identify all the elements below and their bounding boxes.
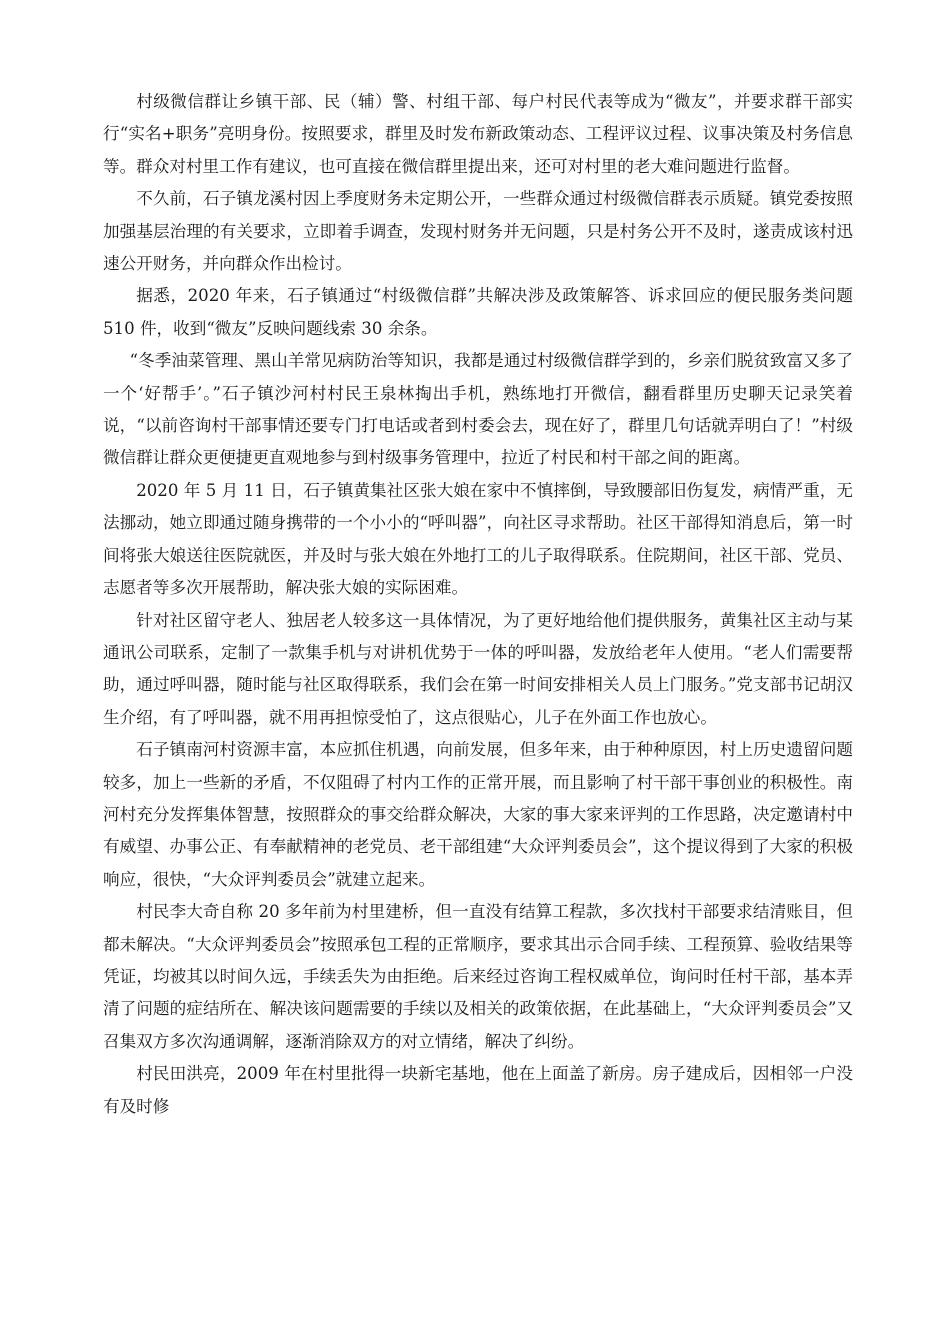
- document-body: [103, 86, 853, 1123]
- paragraph-li-daqi: 村民李大奇自称 20 多年前为村里建桥，但一直没有结算工程款，多次找村干部要求结清账目，但都未解决。“大众评判委员会”按照承包工程的正常顺序，要求其出示合同手续、工程预算、验收结果等凭证，均被其以时间久远，手续丢失为由拒绝。后来经过咨询工程权威单位，询问时任村干部，基本弄清了问题的症结所在、解决该问题需要的手续以及相关的政策依据，在此基础上，“大众评判委员会”又召集双方多次沟通调解，逐渐消除双方的对立情绪，解决了纠纷。: [103, 902, 853, 1051]
- paragraph-nanhe-village: 石子镇南河村资源丰富，本应抓住机遇，向前发展，但多年来，由于种种原因，村上历史遗留问题较多，加上一些新的矛盾，不仅阻碍了村内工作的正常开展，而且影响了村干部干事创业的积极性。南河村充分发挥集体智慧，按照群众的事交给群众解决，大家的事大家来评判的工作思路，决定邀请村中有威望、办事公正、有奉献精神的老党员、老干部组建“大众评判委员会”，这个提议得到了大家的积极响应，很快，“大众评判委员会”就建立起来。: [103, 740, 853, 889]
- paragraph-statistics: 据悉，2020 年来，石子镇通过“村级微信群”共解决涉及政策解答、诉求回应的便民服务类问题 510 件，收到“微友”反映问题线索 30 余条。: [103, 286, 853, 338]
- paragraph-zhang-daniang: 2020 年 5 月 11 日，石子镇黄集社区张大娘在家中不慎摔倒，导致腰部旧伤复发，病情严重，无法挪动，她立即通过随身携带的一个小小的“呼叫器”，向社区寻求帮助。社区干部得知消息后，第一时间将张大娘送往医院就医，并及时与张大娘在外地打工的儿子取得联系。住院期间，社区干部、党员、志愿者等多次开展帮助，解决张大娘的实际困难。: [103, 480, 853, 598]
- paragraph-wechat-group: 村级微信群让乡镇干部、民（辅）警、村组干部、每户村民代表等成为“微友”，并要求群干部实行“实名+职务”亮明身份。按照要求，群里及时发布新政策动态、工程评议过程、议事决策及村务信息等。群众对村里工作有建议，也可直接在微信群里提出来，还可对村里的老大难问题进行监督。: [103, 92, 853, 176]
- paragraph-longxi-village: 不久前，石子镇龙溪村因上季度财务未定期公开，一些群众通过村级微信群表示质疑。镇党委按照加强基层治理的有关要求，立即着手调查，发现村财务并无问题，只是村务公开不及时，遂责成该村迅速公开财务，并向群众作出检讨。: [103, 189, 853, 274]
- paragraph-villager-quote: “冬季油菜管理、黑山羊常见病防治等知识，我都是通过村级微信群学到的，乡亲们脱贫致富又多了一个‘好帮手’。”石子镇沙河村村民王泉林掏出手机，熟练地打开微信，翻看群里历史聊天记录笑着说，“以前咨询村干部事情还要专门打电话或者到村委会去，现在好了，群里几句话就弄明白了！”村级微信群让群众更便捷更直观地参与到村级事务管理中，拉近了村民和村干部之间的距离。: [103, 351, 853, 468]
- paragraph-tian-hongliang: 村民田洪亮，2009 年在村里批得一块新宅基地，他在上面盖了新房。房子建成后，因相邻一户没有及时修: [103, 1064, 853, 1116]
- paragraph-pager-device: 针对社区留守老人、独居老人较多这一具体情况，为了更好地给他们提供服务，黄集社区主动与某通讯公司联系，定制了一款集手机与对讲机优势于一体的呼叫器，发放给老年人使用。“老人们需要帮助，通过呼叫器，随时能与社区取得联系，我们会在第一时间安排相关人员上门服务。”党支部书记胡汉生介绍，有了呼叫器，就不用再担惊受怕了，这点很贴心，儿子在外面工作也放心。: [103, 610, 853, 727]
